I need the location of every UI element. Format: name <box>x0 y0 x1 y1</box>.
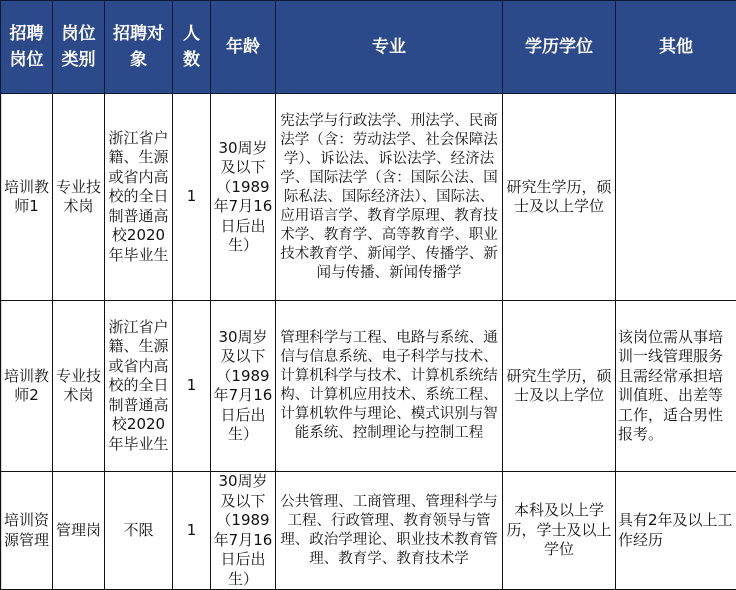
cell-other: 该岗位需从事培训一线管理服务且需经常承担培训值班、出差等工作，适合男性报考。 <box>616 301 736 472</box>
cell-education: 本科及以上学历，学士及以上学位 <box>503 472 616 590</box>
cell-count: 1 <box>173 472 211 590</box>
table-row <box>1 472 736 590</box>
cell-target: 浙江省户籍、生源或省内高校的全日制普通高校2020年毕业生 <box>105 94 173 301</box>
cell-age: 30周岁及以下（1989年7月16日后出生） <box>211 472 276 590</box>
cell-education: 研究生学历，硕士及以上学位 <box>503 94 616 301</box>
header-category: 岗位类别 <box>53 1 105 94</box>
header-target: 招聘对象 <box>105 1 173 94</box>
cell-target: 不限 <box>105 472 173 590</box>
cell-category: 管理岗 <box>53 472 105 590</box>
cell-major: 宪法学与行政法学、刑法学、民商法学（含：劳动法学、社会保障法学）、诉讼法、诉讼法学、经济法学、国际法学（含：国际公法、国际私法、国际经济法）、国际法、应用语言学、教育学原理、教育技术学、教育学、高等教育学、职业技术教育学、新闻学、传播学、新闻与传播、新闻传播学 <box>276 94 503 301</box>
cell-category: 专业技术岗 <box>53 94 105 301</box>
table-row <box>1 301 736 472</box>
table-row <box>1 94 736 301</box>
cell-position: 培训教师1 <box>1 94 53 301</box>
header-count: 人数 <box>173 1 211 94</box>
cell-other <box>616 94 736 301</box>
cell-age: 30周岁及以下（1989年7月16日后出生） <box>211 94 276 301</box>
cell-position: 培训资源管理 <box>1 472 53 590</box>
header-other: 其他 <box>616 1 736 94</box>
cell-major: 公共管理、工商管理、管理科学与工程、行政管理、教育领导与管理、政治学理论、职业技术教育管理、教育学、教育技术学 <box>276 472 503 590</box>
cell-age: 30周岁及以下（1989年7月16日后出生） <box>211 301 276 472</box>
cell-education: 研究生学历，硕士及以上学位 <box>503 301 616 472</box>
cell-other: 具有2年及以上工作经历 <box>616 472 736 590</box>
cell-target: 浙江省户籍、生源或省内高校的全日制普通高校2020年毕业生 <box>105 301 173 472</box>
cell-count: 1 <box>173 94 211 301</box>
header-education: 学历学位 <box>503 1 616 94</box>
cell-position: 培训教师2 <box>1 301 53 472</box>
header-age: 年龄 <box>211 1 276 94</box>
cell-major: 管理科学与工程、电路与系统、通信与信息系统、电子科学与技术、计算机科学与技术、计算机系统结构、计算机应用技术、系统工程、计算机软件与理论、模式识别与智能系统、控制理论与控制工程 <box>276 301 503 472</box>
cell-category: 专业技术岗 <box>53 301 105 472</box>
header-row <box>1 1 736 94</box>
cell-count: 1 <box>173 301 211 472</box>
header-major: 专业 <box>276 1 503 94</box>
header-position: 招聘岗位 <box>1 1 53 94</box>
